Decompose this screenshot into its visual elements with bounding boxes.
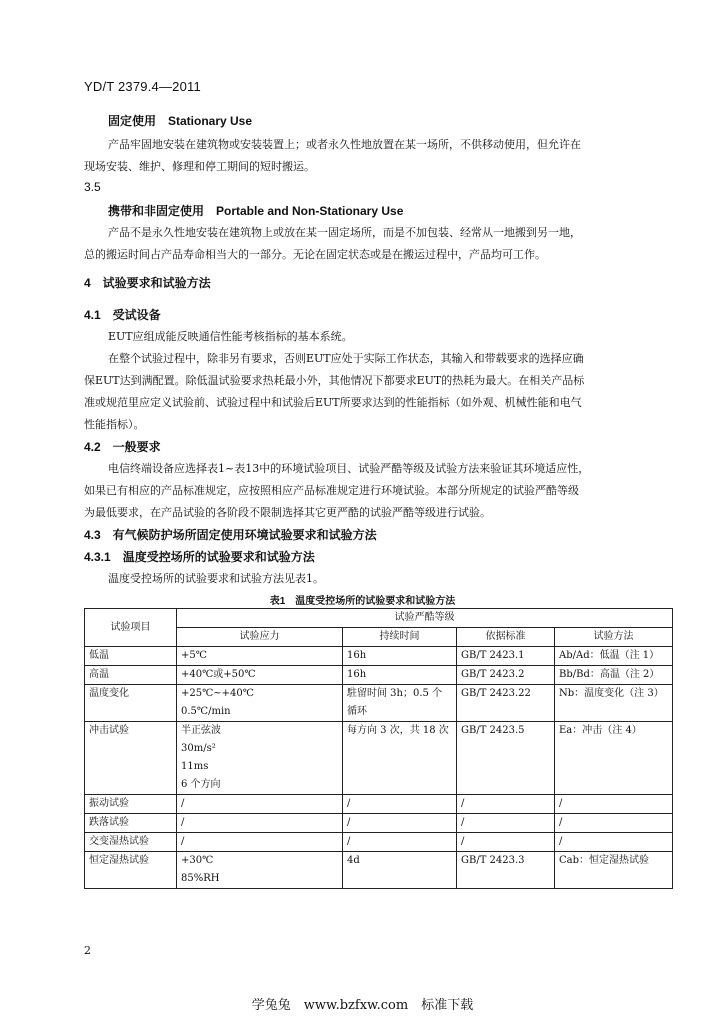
cell-standard: GB/T 2423.3 xyxy=(457,852,555,889)
cell-duration: 駐留时间 3h；0.5 个循环 xyxy=(343,685,457,722)
cell-duration: 每方向 3 次，共 18 次 xyxy=(343,722,457,795)
cell-standard: / xyxy=(457,814,555,833)
paragraph-line: 温度受控场所的试验要求和试验方法见表1。 xyxy=(108,572,324,585)
paragraph-line: 现场安装、维护、修理和停工期间的短时搬运。 xyxy=(84,160,315,173)
stress-line: 30m/s² xyxy=(181,743,216,754)
page-number: 2 xyxy=(84,944,91,957)
cell-method: / xyxy=(555,833,673,852)
cell-method: Cab：恒定湿热试验 xyxy=(555,852,673,889)
section-number-3-5: 3.5 xyxy=(84,180,101,194)
cell-item: 振动试验 xyxy=(85,795,177,814)
cell-method: Nb：温度变化（注 3） xyxy=(555,685,673,722)
cell-stress: +5℃ xyxy=(177,647,343,666)
cell-item: 低温 xyxy=(85,647,177,666)
table-row xyxy=(85,833,673,852)
cell-duration: 16h xyxy=(343,647,457,666)
cell-standard: GB/T 2423.22 xyxy=(457,685,555,722)
stress-line: 半正弦波 xyxy=(181,725,221,736)
header-severity-group: 试验严酷等级 xyxy=(177,609,673,628)
paragraph-line: 性能指标）。 xyxy=(84,418,145,431)
cell-item: 跌落试验 xyxy=(85,814,177,833)
cell-method: Ea：冲击（注 4） xyxy=(555,722,673,795)
cell-item: 恒定湿热试验 xyxy=(85,852,177,889)
table-row xyxy=(85,666,673,685)
footer-watermark: 学兔兔 www.bzfxw.com 标准下载 xyxy=(251,998,474,1013)
paragraph-line: 产品不是永久性地安装在建筑物上或放在某一固定场所，而是不加包装、经常从一地搬到另一地， xyxy=(108,226,581,239)
cell-standard: / xyxy=(457,795,555,814)
cell-stress: / xyxy=(177,833,343,852)
paragraph-line: 准或规范里应定义试验前、试验过程中和试验后EUT所要求达到的性能指标（如外观、机械性能和电气 xyxy=(84,396,582,409)
stress-line: 0.5℃/min xyxy=(181,706,231,717)
heading-4-3-1: 4.3.1 温度受控场所的试验要求和试验方法 xyxy=(84,550,315,564)
paragraph-line: 如果已有相应的产品标准规定，应按照相应产品标准规定进行环境试验。本部分所规定的试验严酷等级 xyxy=(84,484,579,497)
table-row xyxy=(85,685,673,722)
cell-duration: / xyxy=(343,795,457,814)
cell-method: Bb/Bd：高温（注 2） xyxy=(555,666,673,685)
cell-item: 冲击试验 xyxy=(85,722,177,795)
stress-line: 11ms xyxy=(181,761,209,772)
cell-standard: / xyxy=(457,833,555,852)
cell-item: 高温 xyxy=(85,666,177,685)
test-requirements-table xyxy=(84,608,673,889)
term-portable-use: 携带和非固定使用 Portable and Non-Stationary Use xyxy=(108,204,404,218)
cell-method: Ab/Ad：低温（注 1） xyxy=(555,647,673,666)
stress-line: 6 个方向 xyxy=(181,779,221,790)
cell-stress xyxy=(177,852,343,889)
cell-duration: / xyxy=(343,833,457,852)
cell-duration: 4d xyxy=(343,852,457,889)
paragraph-line: 在整个试验过程中，除非另有要求，否则EUT应处于实际工作状态，其输入和带载要求的选择应确 xyxy=(108,352,584,365)
paragraph-line: 保EUT达到满配置。除低温试验要求热耗最小外，其他情况下都要求EUT的热耗为最大。在相关产品标 xyxy=(84,374,585,387)
stress-line: +30℃ xyxy=(181,855,214,866)
heading-4-2: 4.2 一般要求 xyxy=(84,440,161,454)
cell-stress: / xyxy=(177,814,343,833)
paragraph-line: 为最低要求，在产品试验的各阶段不限制选择其它更严酷的试验严酷等级进行试验。 xyxy=(84,506,491,519)
cell-stress: +40℃或+50℃ xyxy=(177,666,343,685)
cell-standard: GB/T 2423.2 xyxy=(457,666,555,685)
header-standard: 依据标准 xyxy=(457,628,555,647)
heading-4-3: 4.3 有气候防护场所固定使用环境试验要求和试验方法 xyxy=(84,528,377,542)
cell-method: / xyxy=(555,795,673,814)
table-row xyxy=(85,795,673,814)
table-caption: 表1 温度受控场所的试验要求和试验方法 xyxy=(269,596,456,607)
table-header-row xyxy=(85,609,673,628)
cell-duration: 16h xyxy=(343,666,457,685)
paragraph-line: 总的搬运时间占产品寿命相当大的一部分。无论在固定状态或是在搬运过程中，产品均可工作。 xyxy=(84,248,546,261)
paragraph-line: 产品牢固地安装在建筑物或安装装置上；或者永久性地放置在某一场所，不供移动使用，但允许在 xyxy=(108,138,581,151)
heading-4-1: 4.1 受试设备 xyxy=(84,308,161,322)
cell-standard: GB/T 2423.5 xyxy=(457,722,555,795)
cell-stress xyxy=(177,722,343,795)
header-test-method: 试验方法 xyxy=(555,628,673,647)
paragraph-line: EUT应组成能反映通信性能考核指标的基本系统。 xyxy=(108,330,353,343)
table-row xyxy=(85,647,673,666)
paragraph-line: 电信终端设备应选择表1~表13中的环境试验项目、试验严酷等级及试验方法来验证其环境适应性， xyxy=(108,462,590,475)
standard-code-header: YD/T 2379.4—2011 xyxy=(84,79,201,94)
header-test-item: 试验项目 xyxy=(85,609,177,647)
cell-item: 温度变化 xyxy=(85,685,177,722)
header-test-stress: 试验应力 xyxy=(177,628,343,647)
stress-line: 85%RH xyxy=(181,873,220,884)
header-duration: 持续时间 xyxy=(343,628,457,647)
cell-stress xyxy=(177,685,343,722)
cell-stress: / xyxy=(177,795,343,814)
table-row xyxy=(85,852,673,889)
cell-standard: GB/T 2423.1 xyxy=(457,647,555,666)
heading-4: 4 试验要求和试验方法 xyxy=(84,276,211,290)
cell-method: / xyxy=(555,814,673,833)
cell-item: 交变湿热试验 xyxy=(85,833,177,852)
stress-line: +25℃~+40℃ xyxy=(181,688,254,699)
table-row xyxy=(85,814,673,833)
term-stationary-use: 固定使用 Stationary Use xyxy=(108,114,253,128)
table-row xyxy=(85,722,673,795)
cell-duration: / xyxy=(343,814,457,833)
